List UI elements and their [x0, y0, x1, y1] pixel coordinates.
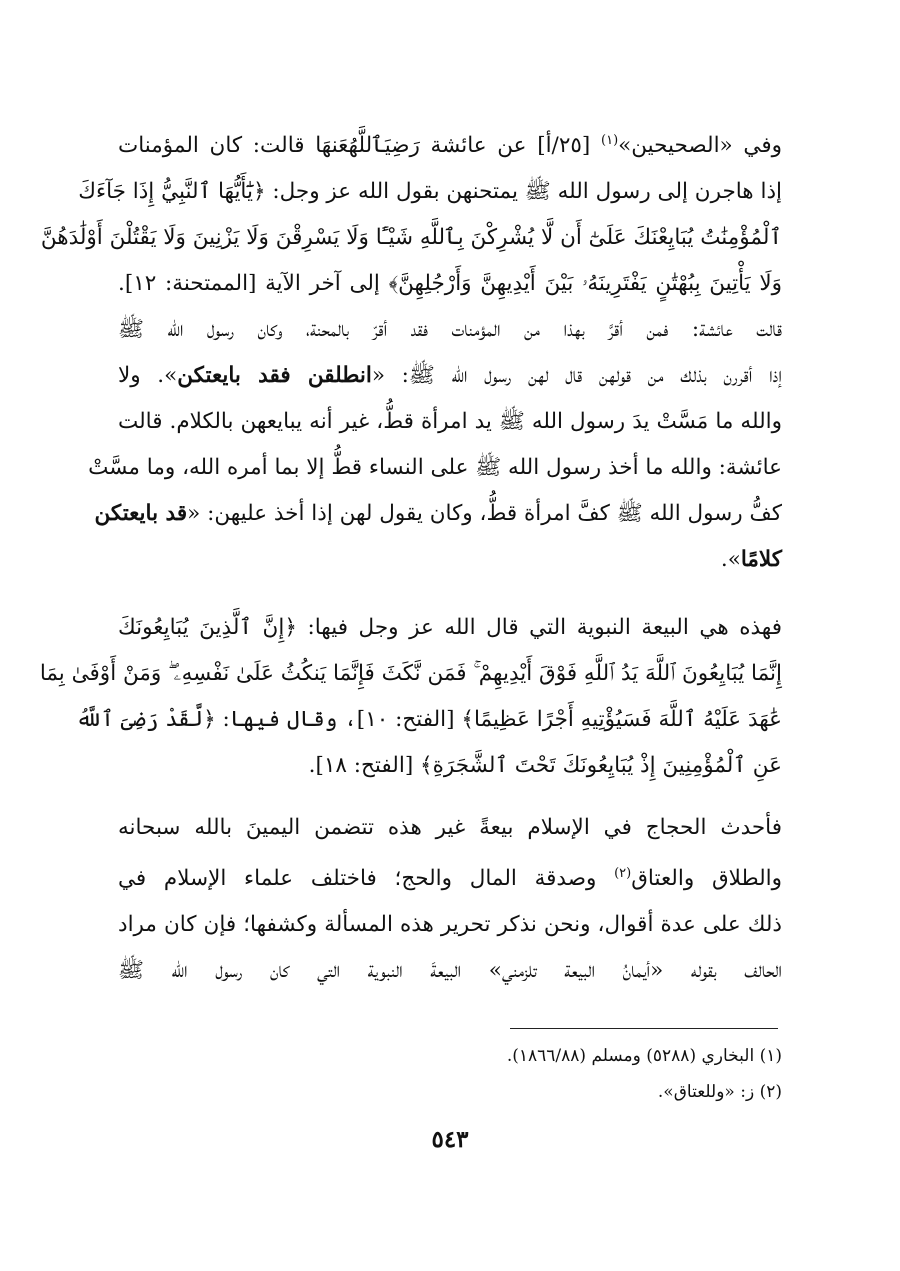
hadith-quote: قد بايعتكن: [94, 501, 188, 527]
page-number: ٥٤٣: [431, 1126, 469, 1153]
text-segment: [٢٥/أ] عن عائشة رَضِيَٱللَّهُعَنهَا قالت: كان المؤمنات: [118, 133, 601, 159]
footnotes: [118, 1038, 782, 1110]
text-segment: والطلاق والعتاق: [631, 866, 783, 892]
text-segment: ».: [720, 547, 741, 573]
text-line: إذا هاجرن إلى رسول الله ﷺ يمتحنهن بقول الله عز وجل: ﴿يَٰٓأَيُّهَا ٱلنَّبِيُّ إِذَا جَآءَكَ: [78, 179, 782, 205]
text-segment: كفُّ رسول الله ﷺ كفَّ امرأة قطُّ، وكان يقول لهن إذا أخذ عليهن: «: [187, 501, 782, 527]
text-line: [118, 118, 782, 169]
hadith-quote: كلامًا: [740, 547, 782, 573]
paragraph-2: [39, 605, 782, 789]
text-line: ذلك على عدة أقوال، ونحن نذكر تحرير هذه المسألة وكشفها؛ فإن كان مراد: [118, 912, 782, 938]
footnote-ref-2[interactable]: (٢): [614, 866, 632, 882]
footnote-divider: [510, 1028, 778, 1029]
footnote-2: (٢) ز: «وللعتاق».: [657, 1082, 782, 1102]
paragraph-1: [40, 118, 782, 583]
text-line: [118, 851, 782, 902]
text-line: [118, 353, 782, 399]
text-segment: وصدقة المال والحج؛ فاختلف علماء الإسلام في: [118, 866, 615, 892]
paragraph-3: [118, 805, 782, 994]
text-segment: ». ولا: [118, 363, 178, 389]
text-line: والله ما مَسَّتْ يدَ رسول الله ﷺ يد امرأة قطُّ، غير أنه يبايعهن بالكلام. قالت: [118, 409, 782, 435]
hadith-quote: انطلقن فقد بايعتكن: [177, 363, 372, 389]
text-line: عائشة: والله ما أخذ رسول الله ﷺ على النساء قطُّ إلا بما أمره الله، وما مسَّتْ: [88, 455, 782, 481]
text-line: الحالف بقوله «أيمانُ البيعة تلزمني» البيعةَ النبوية التي كان رسول الله ﷺ: [118, 958, 782, 984]
text-line: [118, 537, 782, 583]
text-line: قالت عائشة: فمن أقرَّ بهذا من المؤمنات فقد أقرّ بالمحنة، وكان رسول الله ﷺ: [118, 317, 782, 343]
footnote-1: (١) البخاري (٥٢٨٨) ومسلم (١٨٦٦/٨٨).: [506, 1046, 782, 1066]
page-body: [39, 118, 783, 994]
text-segment: إذا أقررن بذلك من قولهن قال لهن رسول الله ﷺ: «: [371, 363, 782, 389]
quran-verse-line: إِنَّمَا يُبَايِعُونَ ٱللَّهَ يَدُ ٱللَّهِ فَوْقَ أَيْدِيهِمْ ۚ فَمَن نَّكَثَ فَإِنَّمَا يَنكُثُ عَلَىٰ نَفْسِهِۦ ۖ وَمَنْ أَوْفَىٰ بِمَا: [39, 661, 782, 687]
quran-verse-line: عَٰهَدَ عَلَيْهُ ٱللَّهَ فَسَيُؤْتِيهِ أَجْرًا عَظِيمًا﴾ [الفتح: ١٠]، وقال فيها: ﴿لَّقَدْ رَضِىَ ٱللَّهُ: [76, 707, 782, 733]
text-line: [94, 491, 782, 537]
text-line: فأحدث الحجاج في الإسلام بيعةً غير هذه تتضمن اليمينَ بالله سبحانه: [118, 815, 782, 841]
quran-verse-line: عَنِ ٱلْمُؤْمِنِينَ إِذْ يُبَايِعُونَكَ تَحْتَ ٱلشَّجَرَةِ﴾ [الفتح: ١٨].: [308, 753, 782, 779]
quran-verse-line: ٱلْمُؤْمِنَٰتُ يُبَايِعْنَكَ عَلَىٰٓ أَن لَّا يُشْرِكْنَ بِٱللَّهِ شَيْـًٔا وَلَا يَسْرِقْنَ وَلَا يَزْنِينَ وَلَا يَقْتُلْنَ أَوْلَٰدَهُنَّ: [40, 225, 782, 251]
footnote-ref-1[interactable]: (١): [601, 133, 619, 148]
text-line: فهذه هي البيعة النبوية التي قال الله عز وجل فيها: ﴿إِنَّ ٱلَّذِينَ يُبَايِعُونَكَ: [118, 615, 782, 641]
quran-verse-line: وَلَا يَأْتِينَ بِبُهْتَٰنٍ يَفْتَرِينَهُۥ بَيْنَ أَيْدِيهِنَّ وَأَرْجُلِهِنَّ﴾ إلى آخر الآية [الممتحنة: ١٢].: [118, 271, 782, 297]
text-segment: وفي «الصحيحين»: [618, 133, 782, 159]
